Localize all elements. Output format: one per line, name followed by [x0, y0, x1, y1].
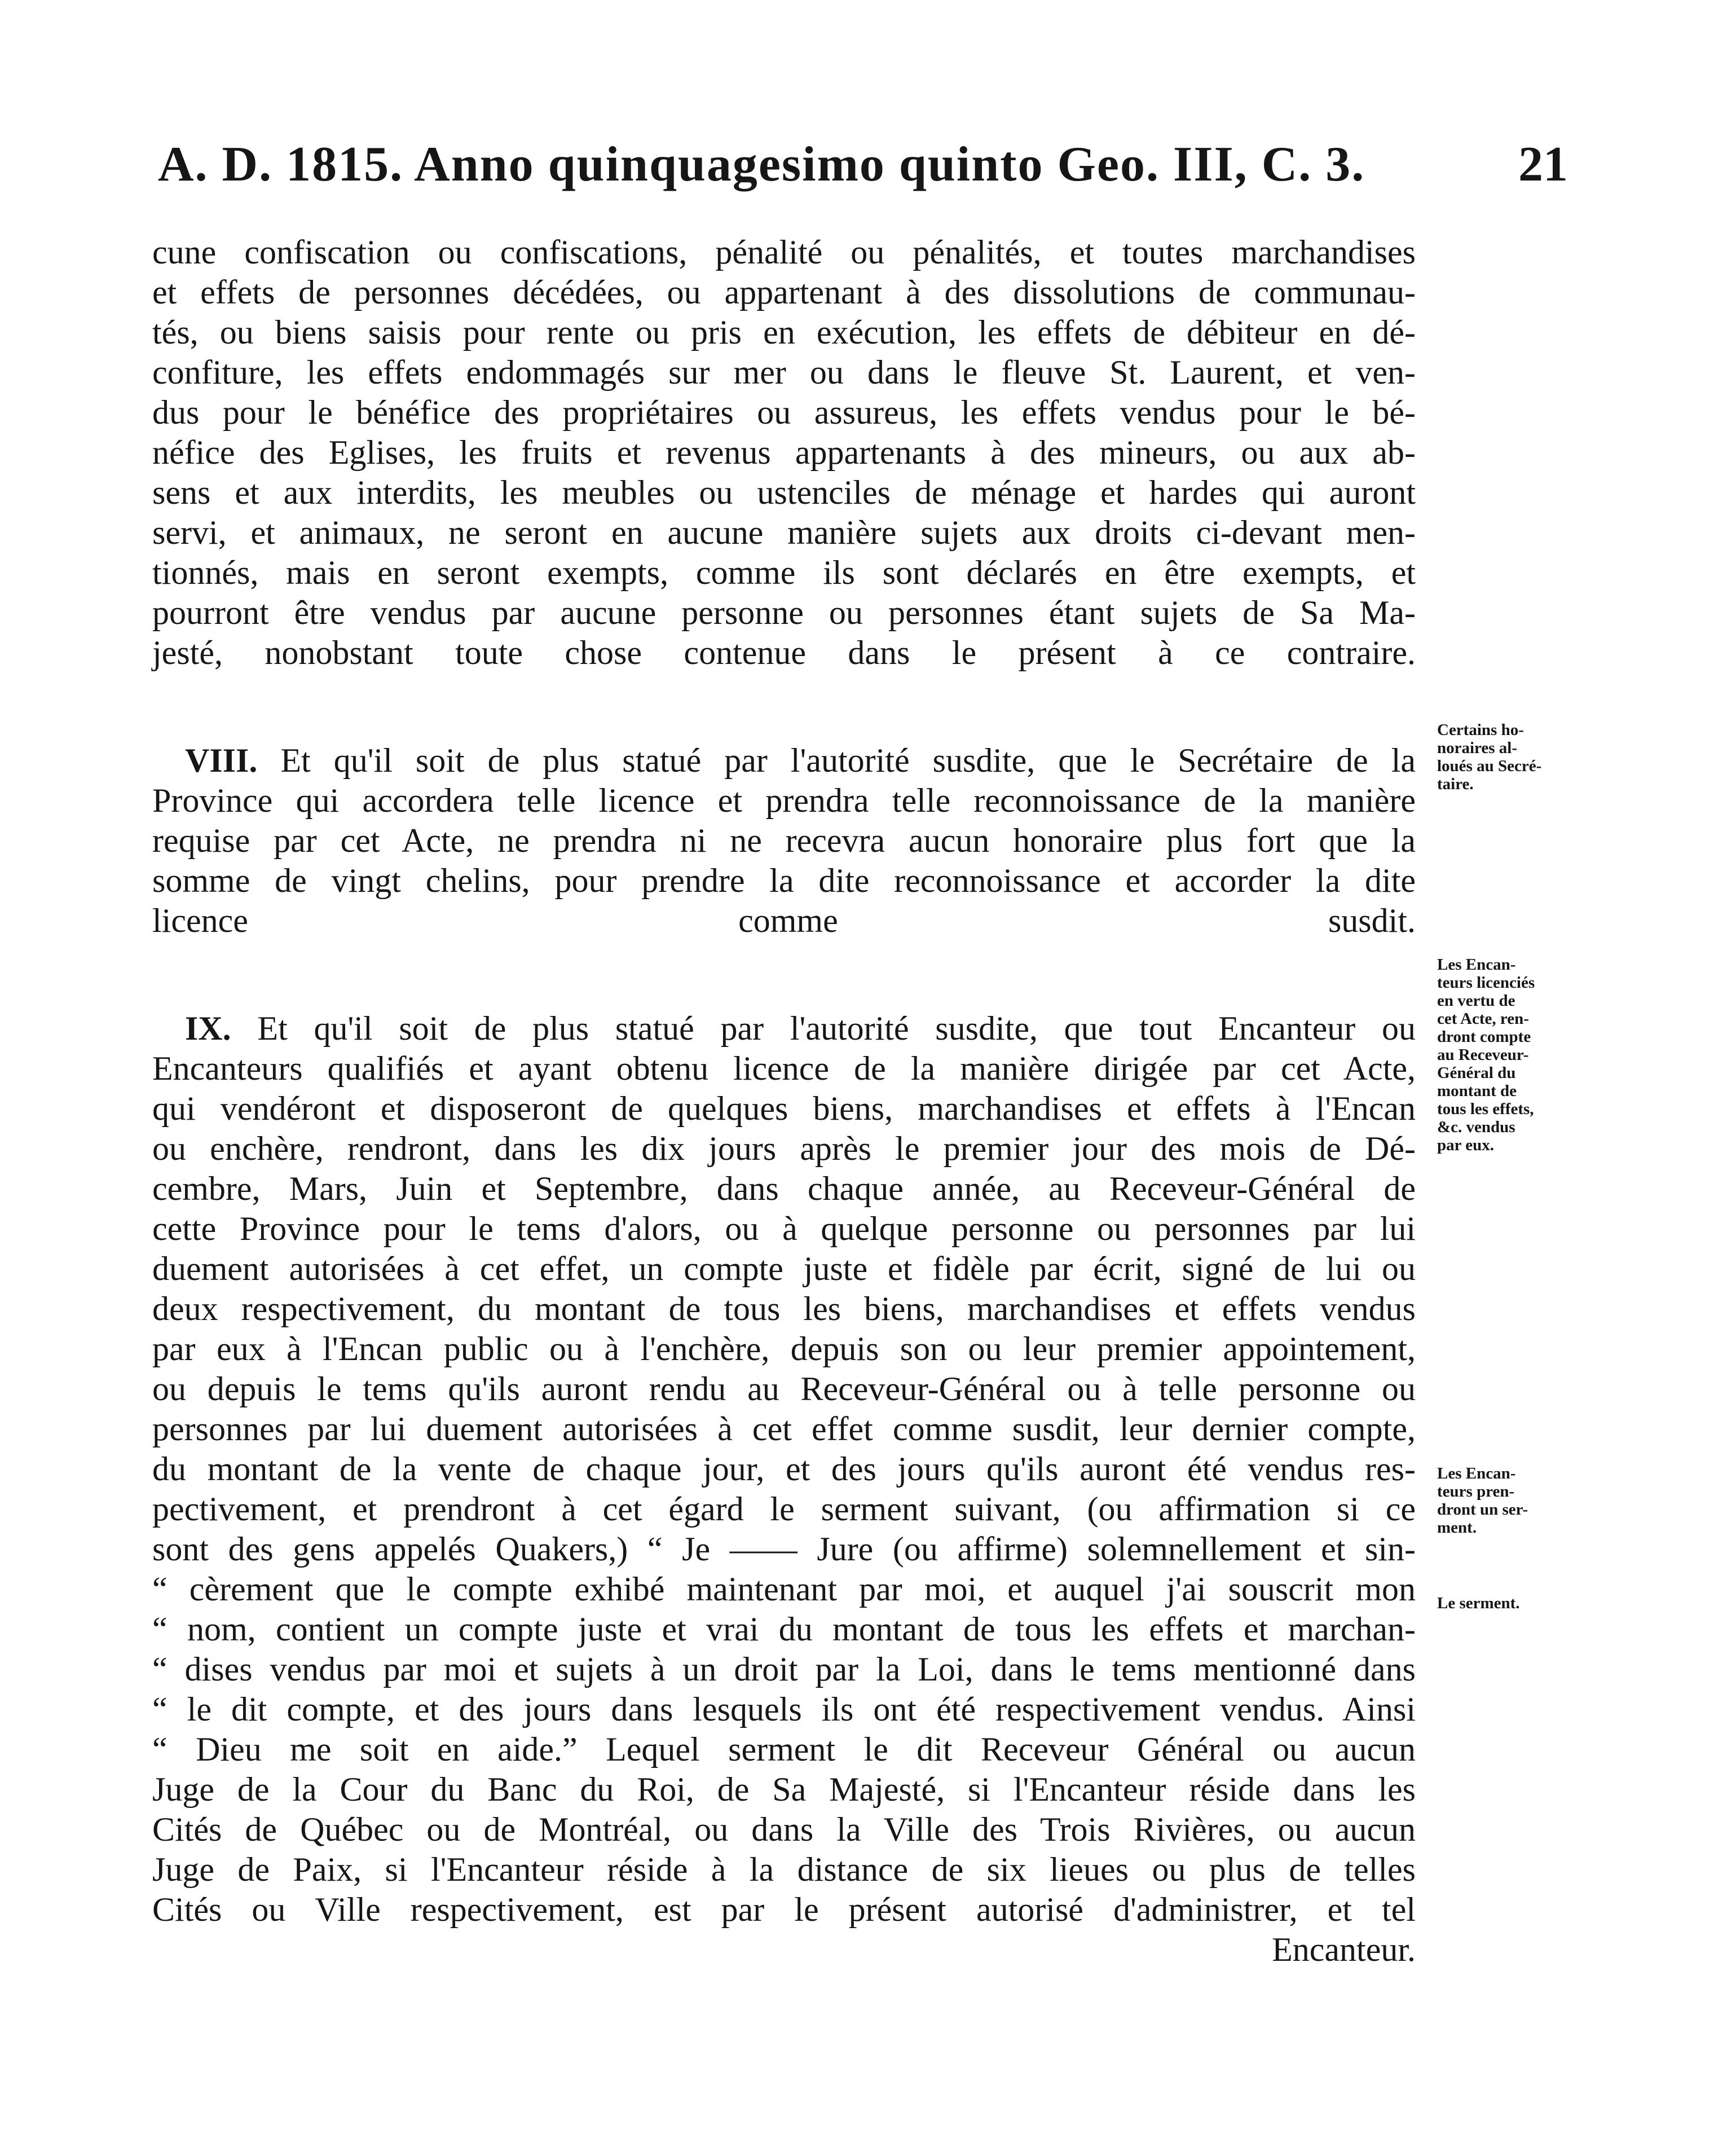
text-line: Juge de la Cour du Banc du Roi, de Sa Majesté, si l'Encanteur réside dans les: [152, 1771, 1416, 1808]
text-line: Encanteurs qualifiés et ayant obtenu licence de la manière dirigée par cet Acte,: [152, 1050, 1416, 1087]
text-line: cette Province pour le tems d'alors, ou à quelque personne ou personnes par lui: [152, 1210, 1416, 1247]
section-viii: [152, 741, 1416, 941]
text-line: pectivement, et prendront à cet égard le serment suivant, (ou affirmation si ce: [152, 1490, 1416, 1528]
margin-note-secretary-fees: Certains ho- noraires al- loués au Secré- taire.: [1437, 721, 1542, 793]
text-line: deux respectivement, du montant de tous les biens, marchandises et effets vendus: [152, 1290, 1416, 1327]
text-line: sens et aux interdits, les meubles ou ustenciles de ménage et hardes qui auront: [152, 474, 1416, 511]
catchword: Encanteur.: [1272, 1931, 1416, 1968]
text-line: confiture, les effets endommagés sur mer ou dans le fleuve St. Laurent, et ven-: [152, 354, 1416, 391]
text-line: “ cèrement que le compte exhibé maintenant par moi, et auquel j'ai souscrit mon: [152, 1570, 1416, 1608]
text-line: Juge de Paix, si l'Encanteur réside à la distance de six lieues ou plus de telles: [152, 1851, 1416, 1888]
text-line: duement autorisées à cet effet, un compte juste et fidèle par écrit, signé de lui ou: [152, 1250, 1416, 1287]
section-ix: [152, 1009, 1416, 1970]
text-line: et effets de personnes décédées, ou appartenant à des dissolutions de communau-: [152, 274, 1416, 311]
continuation-paragraph: [152, 232, 1416, 673]
text-line: Province qui accordera telle licence et prendra telle reconnoissance de la manière: [152, 782, 1416, 819]
text-line: dus pour le bénéfice des propriétaires ou assureus, les effets vendus pour le bé-: [152, 394, 1416, 431]
text-line: requise par cet Acte, ne prendra ni ne recevra aucun honoraire plus fort que la: [152, 822, 1416, 859]
text-line: “ le dit compte, et des jours dans lesquels ils ont été respectivement vendus. Ainsi: [152, 1691, 1416, 1728]
text-line: ou depuis le tems qu'ils auront rendu au Receveur-Général ou à telle personne ou: [152, 1370, 1416, 1407]
text-line: personnes par lui duement autorisées à cet effet comme susdit, leur dernier compte,: [152, 1410, 1416, 1447]
text-line: jesté, nonobstant toute chose contenue dans le présent à ce contraire.: [152, 634, 1416, 671]
text-line: ou enchère, rendront, dans les dix jours après le premier jour des mois de Dé-: [152, 1130, 1416, 1167]
text-line: tionnés, mais en seront exempts, comme ils sont déclarés en être exempts, et: [152, 554, 1416, 591]
text-line: du montant de la vente de chaque jour, et des jours qu'ils auront été vendus res-: [152, 1450, 1416, 1488]
text-line: par eux à l'Encan public ou à l'enchère, depuis son ou leur premier appointement,: [152, 1330, 1416, 1367]
text-line: tés, ou biens saisis pour rente ou pris en exécution, les effets de débiteur en dé-: [152, 314, 1416, 351]
text-line: cune confiscation ou confiscations, pénalité ou pénalités, et toutes marchandises: [152, 234, 1416, 271]
text-line: pourront être vendus par aucune personne ou personnes étant sujets de Sa Ma-: [152, 594, 1416, 631]
section-text: Et qu'il soit de plus statué par l'autorité susdite, que tout Encanteur ou: [257, 1010, 1416, 1047]
text-line: qui vendéront et disposeront de quelques biens, marchandises et effets à l'Encan: [152, 1090, 1416, 1127]
section-text: Et qu'il soit de plus statué par l'autorité susdite, que le Secrétaire de la: [280, 742, 1416, 779]
text-line: “ dises vendus par moi et sujets à un droit par la Loi, dans le tems mentionné dans: [152, 1651, 1416, 1688]
margin-note-oath-required: Les Encan- teurs pren- dront un ser- ment.: [1437, 1464, 1528, 1537]
margin-note-the-oath: Le serment.: [1437, 1594, 1520, 1612]
section-number: IX.: [185, 1010, 231, 1047]
text-line: somme de vingt chelins, pour prendre la dite reconnoissance et accorder la dite: [152, 862, 1416, 899]
running-header: [158, 131, 1568, 199]
text-line: licence comme susdit.: [152, 902, 1416, 939]
main-text: [152, 232, 1416, 1970]
text-line: “ Dieu me soit en aide.” Lequel serment le dit Receveur Général ou aucun: [152, 1731, 1416, 1768]
page-number: 21: [1518, 137, 1568, 192]
text-line: sont des gens appelés Quakers,) “ Je —— Jure (ou affirme) solemnellement et sin-: [152, 1530, 1416, 1568]
margin-note-auctioneers-account: Les Encan- teurs licenciés en vertu de cet Acte, ren- dront compte au Receveur- Général du montant de tous les effets, &c. vendus par eux.: [1437, 956, 1535, 1154]
text-line: [152, 1009, 1416, 1049]
text-line: Cités de Québec ou de Montréal, ou dans la Ville des Trois Rivières, ou aucun: [152, 1811, 1416, 1848]
running-title: A. D. 1815. Anno quinquagesimo quinto Geo. III, C. 3.: [158, 137, 1365, 192]
text-line: [152, 741, 1416, 781]
text-line: servi, et animaux, ne seront en aucune manière sujets aux droits ci-devant men-: [152, 514, 1416, 551]
text-line: néfice des Eglises, les fruits et revenus appartenants à des mineurs, ou aux ab-: [152, 434, 1416, 471]
text-line: Cités ou Ville respectivement, est par le présent autorisé d'administrer, et tel: [152, 1891, 1416, 1928]
section-number: VIII.: [185, 742, 258, 779]
text-line: “ nom, contient un compte juste et vrai du montant de tous les effets et marchan-: [152, 1611, 1416, 1648]
text-line: cembre, Mars, Juin et Septembre, dans chaque année, au Receveur-Général de: [152, 1170, 1416, 1207]
